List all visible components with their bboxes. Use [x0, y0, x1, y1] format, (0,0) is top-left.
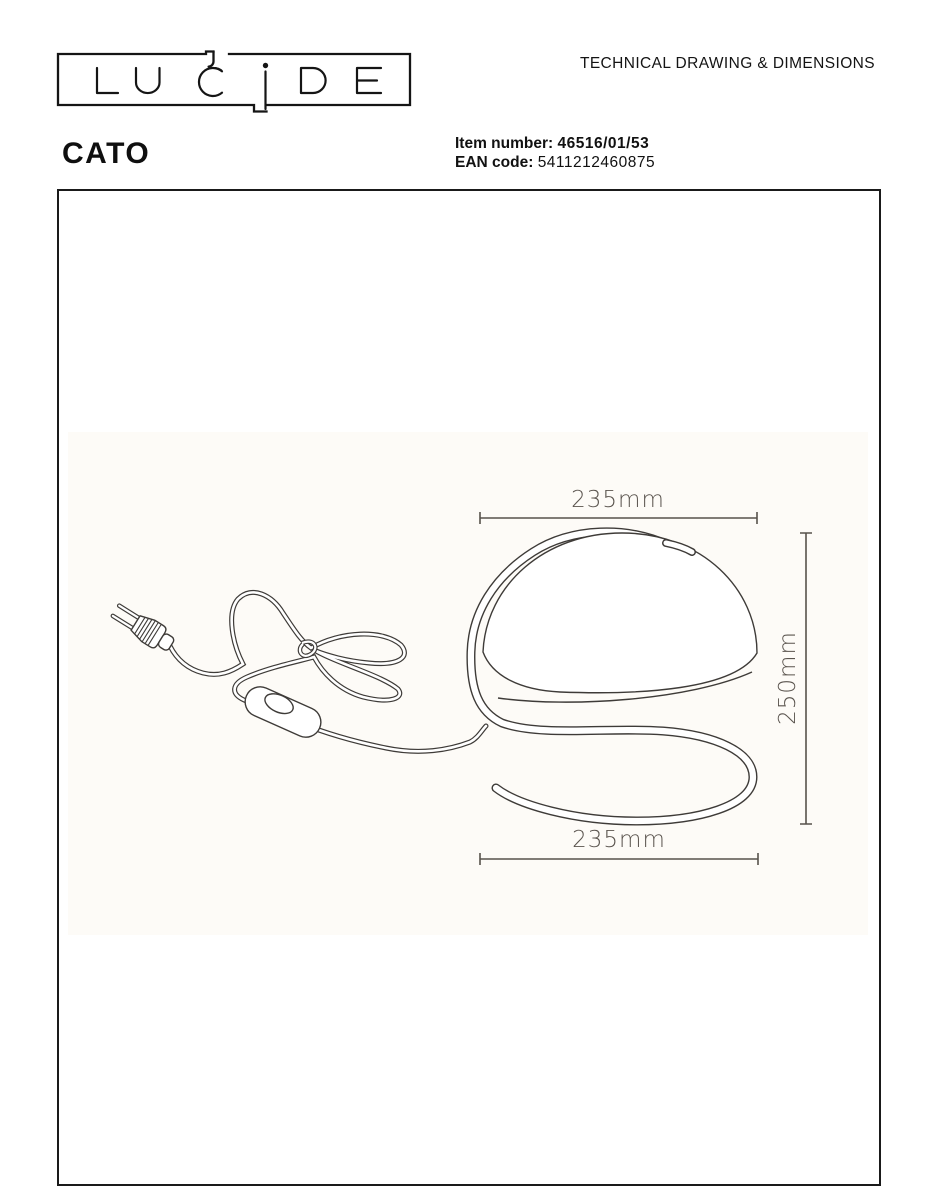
- lucide-logo: [58, 52, 410, 112]
- logo-letters: [97, 63, 381, 109]
- logo-letter-C: [199, 68, 222, 96]
- logo-letter-D: [301, 68, 326, 93]
- item-number-label: Item number:: [455, 135, 554, 152]
- ean-value: 5411212460875: [537, 154, 656, 171]
- item-number-value: 46516/01/53: [557, 135, 650, 152]
- logo-letter-E: [357, 68, 381, 93]
- logo-box: [58, 52, 267, 112]
- dim-right-height-value: 250mm: [775, 631, 801, 725]
- ean-label: EAN code:: [455, 154, 534, 171]
- logo-letter-L: [97, 68, 118, 93]
- dim-top-width-value: 235mm: [571, 487, 665, 513]
- doc-title: TECHNICAL DRAWING & DIMENSIONS: [579, 55, 875, 72]
- logo-box-right: [229, 54, 410, 105]
- logo-letter-U: [136, 68, 160, 93]
- logo-hook: [209, 52, 214, 67]
- logo-letter-i: [263, 63, 268, 109]
- dim-bottom-width-value: 235mm: [572, 827, 666, 853]
- product-name: CATO: [62, 137, 151, 170]
